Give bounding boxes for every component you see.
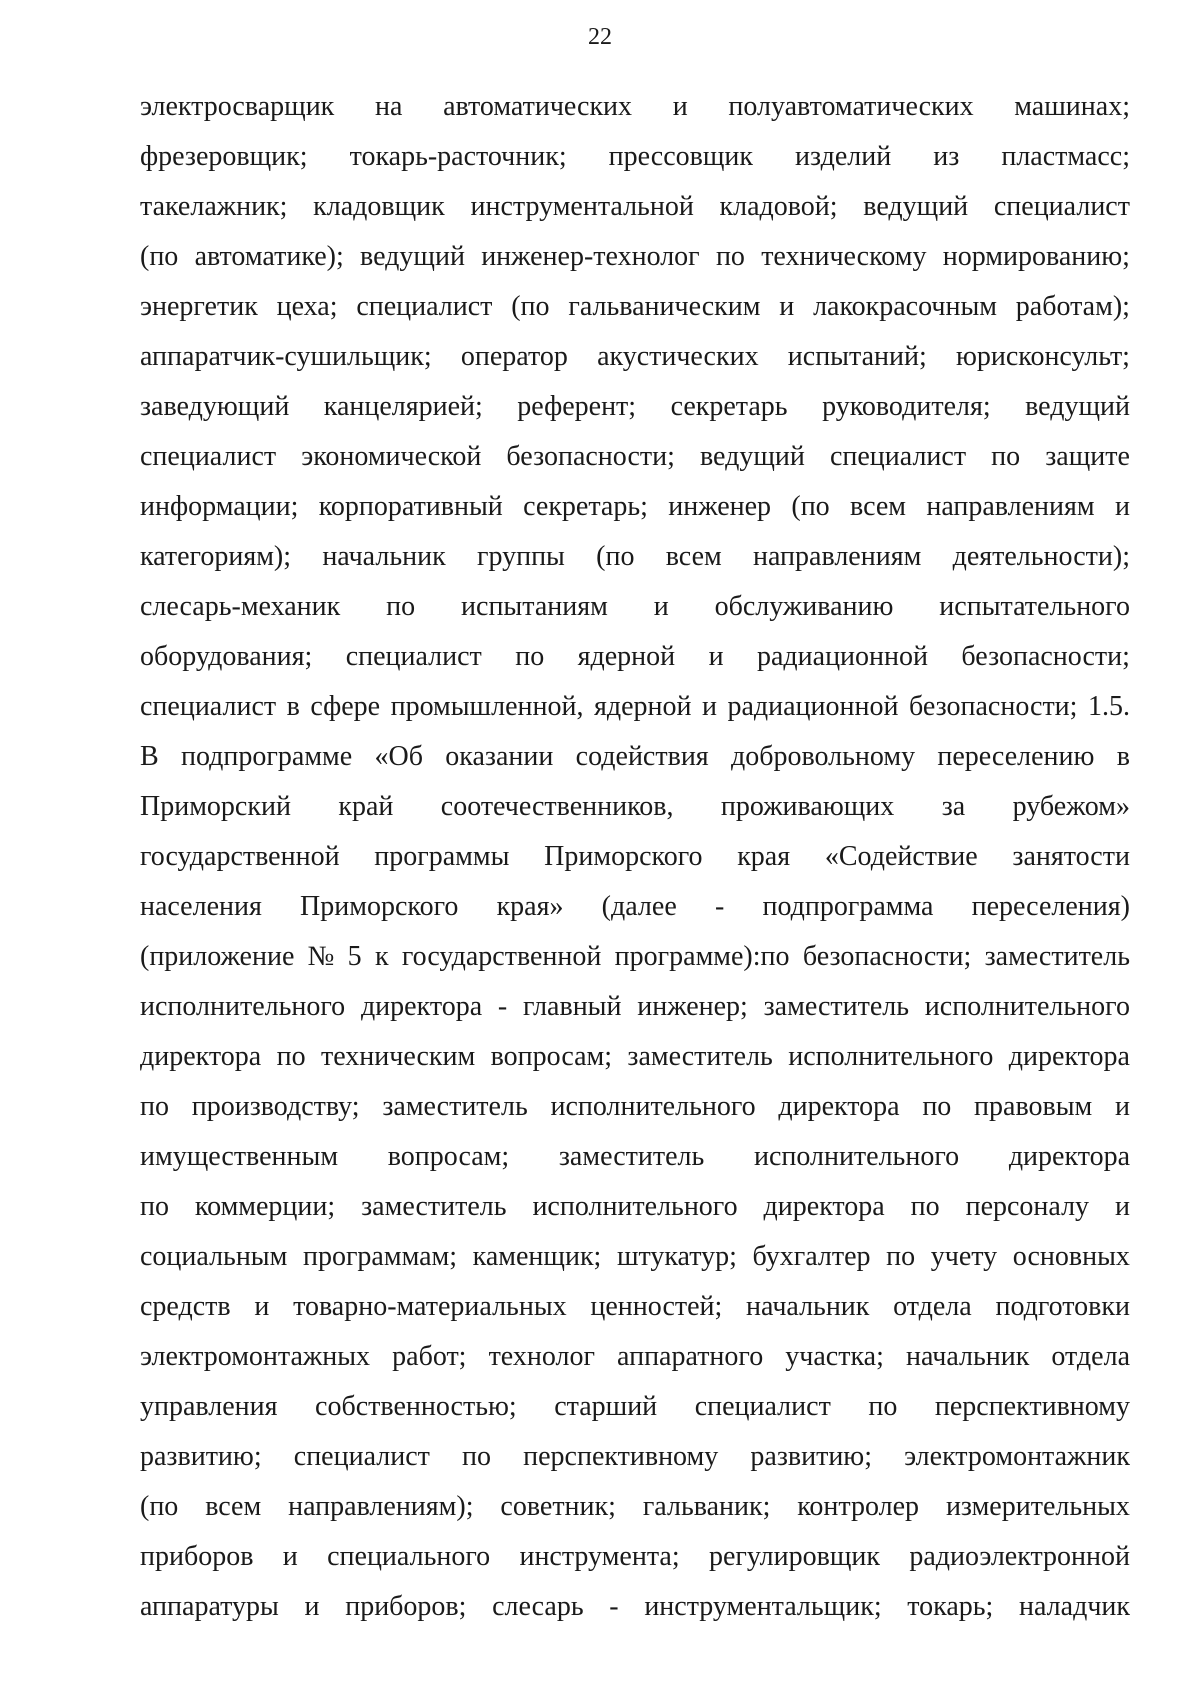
text-line: энергетик цеха; специалист (по гальваническим и лакокрасочным работам); [140, 291, 1130, 322]
text-line: оборудования; специалист по ядерной и радиационной безопасности; [140, 641, 1130, 672]
text-line: (приложение № 5 к государственной программе):по безопасности; заместитель [140, 941, 1130, 972]
text-line: аппаратуры и приборов; слесарь - инструментальщик; токарь; наладчик [140, 1591, 1130, 1622]
text-line: по производству; заместитель исполнительного директора по правовым и [140, 1091, 1130, 1122]
text-line: имущественным вопросам; заместитель исполнительного директора [140, 1141, 1130, 1172]
text-line: специалист в сфере промышленной, ядерной и радиационной безопасности; 1.5. [140, 691, 1130, 722]
text-line: населения Приморского края» (далее - подпрограмма переселения) [140, 891, 1130, 922]
text-line: (по всем направлениям); советник; гальваник; контролер измерительных [140, 1491, 1130, 1522]
text-line: информации; корпоративный секретарь; инженер (по всем направлениям и [140, 491, 1130, 522]
text-line: средств и товарно-материальных ценностей; начальник отдела подготовки [140, 1291, 1130, 1322]
text-line: электросварщик на автоматических и полуавтоматических машинах; [140, 91, 1130, 122]
text-line: электромонтажных работ; технолог аппаратного участка; начальник отдела [140, 1341, 1130, 1372]
text-line: социальным программам; каменщик; штукатур; бухгалтер по учету основных [140, 1241, 1130, 1272]
text-line: специалист экономической безопасности; ведущий специалист по защите [140, 441, 1130, 472]
text-line: по коммерции; заместитель исполнительного директора по персоналу и [140, 1191, 1130, 1222]
text-line: категориям); начальник группы (по всем направлениям деятельности); [140, 541, 1130, 572]
document-body [140, 82, 1130, 1632]
text-line: (по автоматике); ведущий инженер-технолог по техническому нормированию; [140, 241, 1130, 272]
text-line: Приморский край соотечественников, проживающих за рубежом» [140, 791, 1130, 822]
text-line: государственной программы Приморского края «Содействие занятости [140, 841, 1130, 872]
text-line: приборов и специального инструмента; регулировщик радиоэлектронной [140, 1541, 1130, 1572]
text-line: аппаратчик-сушильщик; оператор акустических испытаний; юрисконсульт; [140, 341, 1130, 372]
text-line: исполнительного директора - главный инженер; заместитель исполнительного [140, 991, 1130, 1022]
text-line: заведующий канцелярией; референт; секретарь руководителя; ведущий [140, 391, 1130, 422]
text-line: В подпрограмме «Об оказании содействия добровольному переселению в [140, 741, 1130, 772]
text-line: слесарь-механик по испытаниям и обслуживанию испытательного [140, 591, 1130, 622]
text-line: фрезеровщик; токарь-расточник; прессовщик изделий из пластмасс; [140, 141, 1130, 172]
text-line: развитию; специалист по перспективному развитию; электромонтажник [140, 1441, 1130, 1472]
page-number: 22 [588, 24, 612, 50]
text-line: директора по техническим вопросам; заместитель исполнительного директора [140, 1041, 1130, 1072]
text-line: такелажник; кладовщик инструментальной кладовой; ведущий специалист [140, 191, 1130, 222]
text-line: управления собственностью; старший специалист по перспективному [140, 1391, 1130, 1422]
